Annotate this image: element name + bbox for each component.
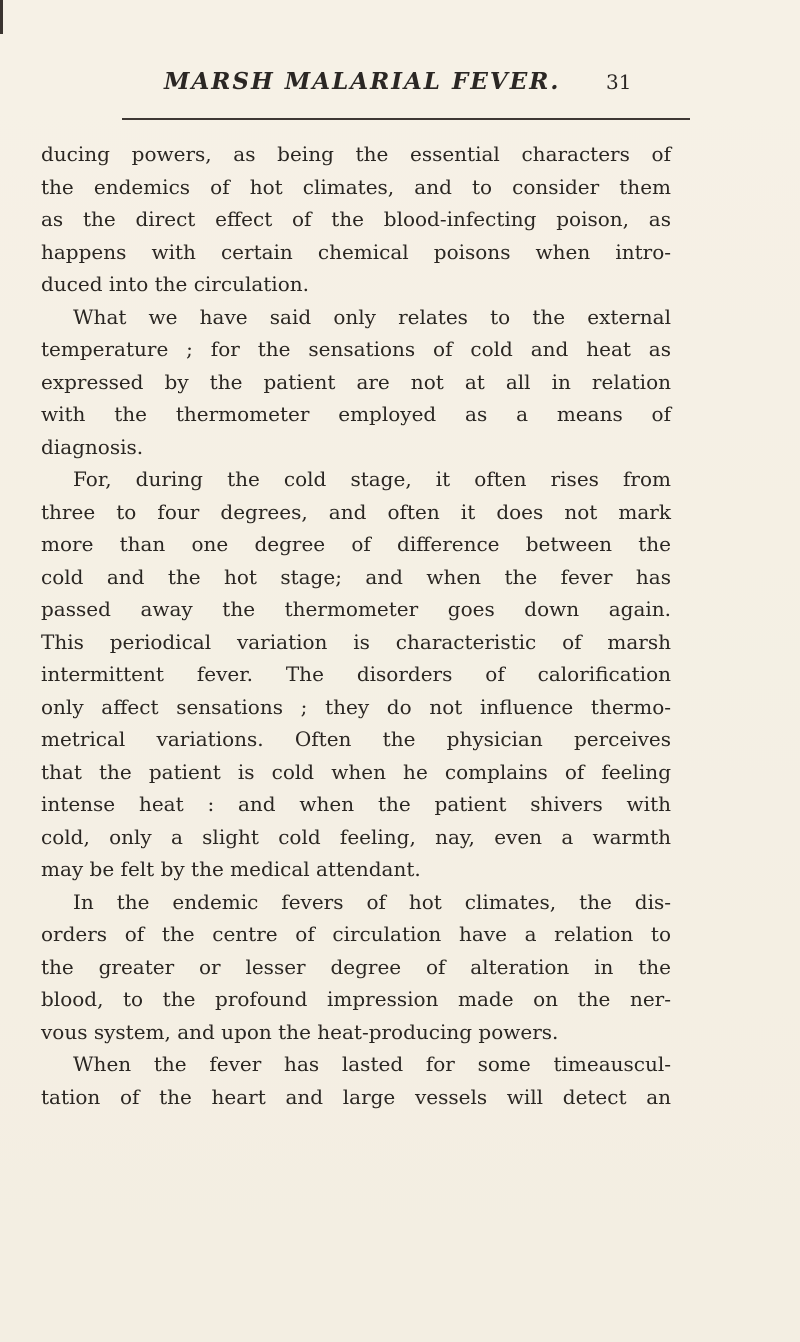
text-line: only affect sensations ; they do not influence thermo- bbox=[41, 694, 671, 719]
text-line: cold and the hot stage; and when the fever has bbox=[41, 564, 671, 589]
text-line: temperature ; for the sensations of cold and heat as bbox=[41, 337, 671, 361]
text-line: In the endemic fevers of hot climates, the dis- bbox=[73, 889, 671, 914]
text-line: duced into the circulation. bbox=[41, 272, 309, 296]
text-line: that the patient is cold when he complains of feeling bbox=[41, 759, 671, 784]
body-text bbox=[41, 138, 671, 1113]
text-line: What we have said only relates to the external bbox=[73, 304, 671, 329]
text-line: may be felt by the medical attendant. bbox=[41, 857, 421, 881]
page-edge-mark bbox=[0, 0, 3, 34]
text-line: blood, to the profound impression made on the ner- bbox=[41, 987, 671, 1011]
page-number: 31 bbox=[606, 70, 632, 94]
text-line: tation of the heart and large vessels will detect an bbox=[41, 1084, 671, 1109]
text-line: For, during the cold stage, it often rises from bbox=[73, 467, 671, 491]
text-line: diagnosis. bbox=[41, 434, 144, 459]
running-title: MARSH MALARIAL FEVER. bbox=[164, 68, 561, 95]
text-line: happens with certain chemical poisons when intro- bbox=[41, 239, 671, 264]
text-line: the greater or lesser degree of alteration in the bbox=[41, 954, 671, 979]
header-rule bbox=[122, 118, 690, 120]
text-line: vous system, and upon the heat-producing powers. bbox=[41, 1019, 559, 1044]
text-line: ducing powers, as being the essential characters of bbox=[41, 142, 671, 166]
text-line: This periodical variation is characteristic of marsh bbox=[41, 629, 671, 654]
text-line: three to four degrees, and often it does not mark bbox=[41, 499, 671, 524]
text-line: intense heat : and when the patient shivers with bbox=[41, 792, 671, 816]
text-line: as the direct effect of the blood-infecting poison, as bbox=[41, 207, 671, 231]
text-line: cold, only a slight cold feeling, nay, even a warmth bbox=[41, 824, 671, 849]
text-line: expressed by the patient are not at all in relation bbox=[41, 369, 671, 394]
text-line: with the thermometer employed as a means of bbox=[41, 402, 671, 426]
text-line: passed away the thermometer goes down again. bbox=[41, 597, 671, 621]
text-line: intermittent fever. The disorders of calorification bbox=[41, 662, 671, 686]
text-line: metrical variations. Often the physician perceives bbox=[41, 727, 671, 751]
text-line: When the fever has lasted for some timeauscul- bbox=[73, 1052, 671, 1076]
text-line: orders of the centre of circulation have a relation to bbox=[41, 922, 671, 946]
text-line: more than one degree of difference between the bbox=[41, 532, 671, 556]
page-header bbox=[0, 68, 800, 108]
text-line: the endemics of hot climates, and to consider them bbox=[41, 174, 671, 199]
